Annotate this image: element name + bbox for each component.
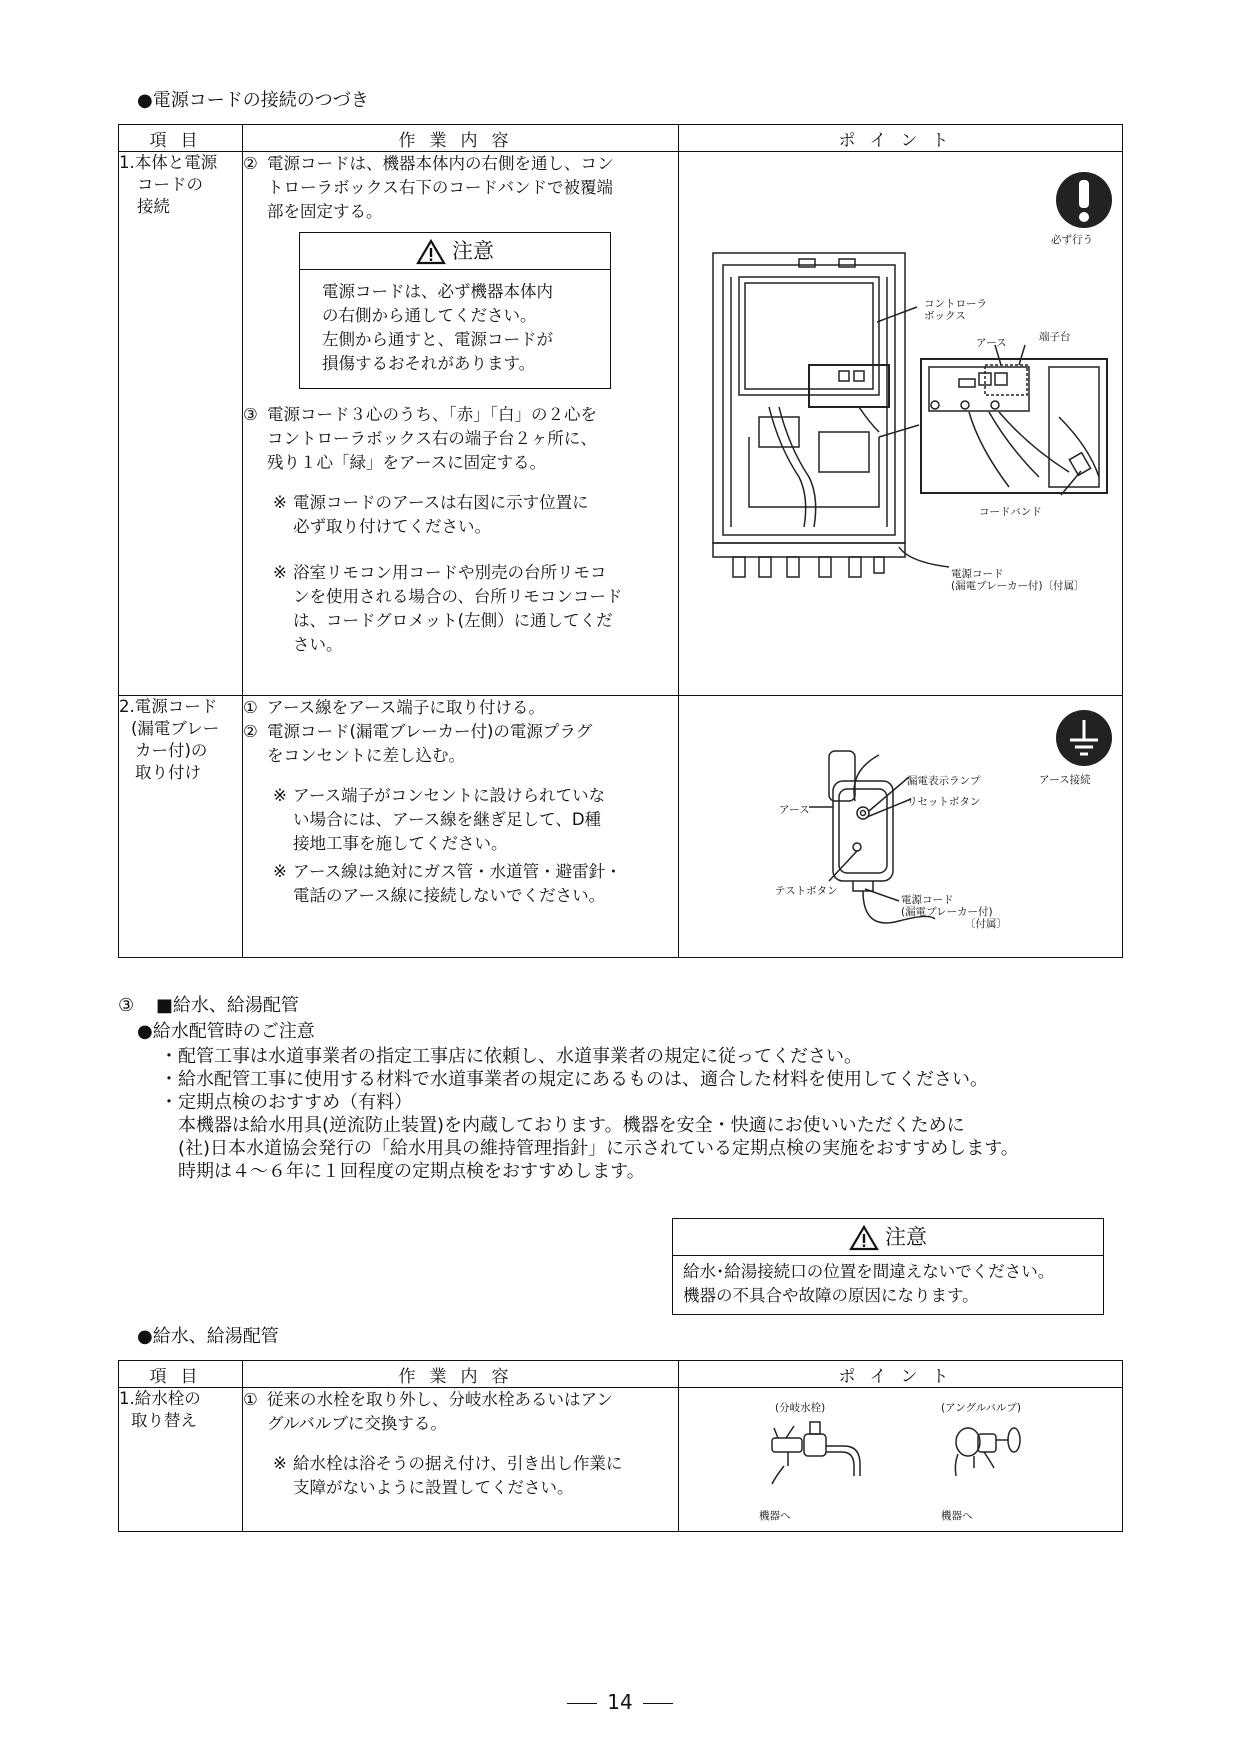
step-3 xyxy=(243,403,678,475)
step-number: ③ xyxy=(243,405,258,424)
note-mark: ※ xyxy=(273,786,287,805)
to-unit-label: 機器へ xyxy=(941,1510,973,1522)
step-1 xyxy=(243,696,678,720)
step-2 xyxy=(243,720,678,768)
earth-label: アース xyxy=(779,804,810,816)
row1-point xyxy=(679,152,1123,696)
note-earth-warning xyxy=(243,860,678,908)
note-line: アース線は絶対にガス管・水道管・避雷針・ xyxy=(293,862,622,881)
water-piping-notice-list xyxy=(160,1045,1120,1183)
row1-point xyxy=(679,1388,1123,1532)
note-line: 電源コードのアースは右図に示す位置に xyxy=(293,493,589,512)
step-number: ① xyxy=(243,698,258,717)
note-mark: ※ xyxy=(273,493,287,512)
header-point: ポイント xyxy=(679,1361,1123,1388)
header-item: 項目 xyxy=(119,1361,243,1388)
must-do-icon xyxy=(1054,170,1114,230)
label-line: ボックス xyxy=(924,310,966,322)
label-line: 〔付属〕 xyxy=(965,918,1007,930)
step-line: 電源コードは、機器本体内の右側を通し、コン xyxy=(267,154,614,173)
warning-icon xyxy=(849,1225,879,1251)
angle-valve-icon xyxy=(944,1416,1034,1496)
header-work: 作業内容 xyxy=(243,125,679,152)
note-faucet xyxy=(243,1452,678,1500)
note-line: アース端子がコンセントに設けられていな xyxy=(293,786,606,805)
note-line: 浴室リモコン用コードや別売の台所リモコ xyxy=(293,563,607,582)
row2-point xyxy=(679,696,1123,958)
caution-line: 左側から通すと、電源コードが xyxy=(322,330,553,349)
notice-line: ・給水配管工事に使用する材料で水道事業者の規定にあるものは、適合した材料を使用してください。 xyxy=(160,1069,988,1090)
item-line: 接続 xyxy=(137,197,170,216)
caution-title: 注意 xyxy=(885,1225,927,1249)
leak-lamp-label: 漏電表示ランプ xyxy=(907,775,981,787)
row1-work xyxy=(243,1388,679,1532)
dash-decoration xyxy=(643,1703,673,1704)
note-line: は、コードグロメット(左側）に通してくだ xyxy=(293,611,613,630)
item-line: (漏電ブレー xyxy=(131,719,220,738)
table-header-row xyxy=(119,125,1123,152)
earth-connection-label: アース接続 xyxy=(1039,774,1091,786)
section-title-piping: ●給水、給湯配管 xyxy=(137,1326,279,1347)
note-line: さい。 xyxy=(293,635,343,654)
earth-connection-icon xyxy=(1054,708,1114,768)
caution-line: の右側から通してください。 xyxy=(322,306,537,325)
label-line: (漏電ブレーカー付)〔付属〕 xyxy=(951,580,1085,592)
to-unit-label: 機器へ xyxy=(759,1510,791,1522)
step-line: 残り１心「緑」をアースに固定する。 xyxy=(267,453,547,472)
note-line: 必ず取り付けてください。 xyxy=(293,517,491,536)
label-line: コントローラ xyxy=(924,298,987,310)
power-cord-label xyxy=(951,568,1085,592)
step-line: 電源コード３心のうち、「赤」「白」の２心を xyxy=(267,405,597,424)
water-heater-unit-diagram xyxy=(709,247,1119,607)
item-line: カー付)の xyxy=(135,741,208,760)
note-earth-extension xyxy=(243,784,678,856)
step-line: 従来の水栓を取り外し、分岐水栓あるいはアン xyxy=(267,1390,613,1409)
table-header-row xyxy=(119,1361,1123,1388)
dash-decoration xyxy=(567,1703,597,1704)
row1-item xyxy=(119,1388,243,1532)
notice-line: ・定期点検のおすすめ（有料） xyxy=(160,1092,413,1113)
header-work: 作業内容 xyxy=(243,1361,679,1388)
note-line: 給水栓は浴そうの据え付け、引き出し作業に xyxy=(293,1454,623,1473)
cord-band-label: コードバンド xyxy=(979,506,1042,518)
item-line: 取り付け xyxy=(135,763,201,782)
test-button-label: テストボタン xyxy=(775,885,838,897)
page-number xyxy=(560,1690,680,1714)
row2-work xyxy=(243,696,679,958)
step-line: グルバルブに交換する。 xyxy=(267,1414,447,1433)
table-row xyxy=(119,696,1123,958)
notice-line: 時期は４～６年に１回程度の定期点検をおすすめします。 xyxy=(178,1161,645,1182)
terminal-block-label: 端子台 xyxy=(1039,331,1071,343)
row1-item xyxy=(119,152,243,696)
step-line: 電源コード(漏電ブレーカー付)の電源プラグ xyxy=(267,722,593,741)
notice-line: (社)日本水道協会発行の「給水用具の維持管理指針」に示されている定期点検の実施をおすすめします。 xyxy=(178,1138,1019,1159)
section-title: ■給水、給湯配管 xyxy=(155,995,299,1016)
branch-faucet-label: (分岐水栓) xyxy=(775,1402,826,1414)
step-number: ② xyxy=(243,154,258,173)
note-line: 電話のアース線に接続しないでください。 xyxy=(293,886,606,905)
water-piping-notice-title: ●給水配管時のご注意 xyxy=(137,1021,315,1042)
step-line: コントローラボックス右の端子台２ヶ所に、 xyxy=(267,429,597,448)
piping-table xyxy=(118,1360,1123,1532)
note-line: ンを使用される場合の、台所リモコンコード xyxy=(293,587,623,606)
caution-line: 電源コードは、必ず機器本体内 xyxy=(322,282,553,301)
caution-box xyxy=(299,232,611,389)
step-line: 部を固定する。 xyxy=(267,202,383,221)
angle-valve-label: (アングルバルブ) xyxy=(941,1402,1022,1414)
note-mark: ※ xyxy=(273,1454,287,1473)
step-1 xyxy=(243,1388,678,1436)
note-line: 接地工事を施してください。 xyxy=(293,834,508,853)
caution-heading xyxy=(673,1219,1103,1256)
branch-faucet-icon xyxy=(764,1416,874,1496)
notice-line: ・配管工事は水道事業者の指定工事店に依頼し、水道事業者の規定に従ってください。 xyxy=(160,1046,862,1067)
caution-line: 損傷するおそれがあります。 xyxy=(322,354,536,373)
step-line: トローラボックス右下のコードバンドで被覆端 xyxy=(267,178,614,197)
label-line: 電源コード xyxy=(951,568,1004,580)
caution-body xyxy=(673,1256,1103,1314)
step-number: ② xyxy=(243,722,258,741)
section-number: ③ xyxy=(118,995,135,1016)
item-line: 取り替え xyxy=(131,1411,197,1430)
note-remote-cord xyxy=(243,561,678,657)
header-point: ポイント xyxy=(679,125,1123,152)
warning-icon xyxy=(416,239,446,265)
earth-label: アース xyxy=(976,337,1007,349)
section-title-power-cord: ●電源コードの接続のつづき xyxy=(137,90,369,111)
header-item: 項目 xyxy=(119,125,243,152)
step-line: アース線をアース端子に取り付ける。 xyxy=(267,698,545,717)
table-row xyxy=(119,152,1123,696)
item-line: 2.電源コード xyxy=(119,697,218,716)
caution-line: 給水･給湯接続口の位置を間違えないでください。 xyxy=(683,1262,1055,1281)
label-line: (漏電ブレーカー付) xyxy=(901,906,993,918)
page-number-text: 14 xyxy=(607,1690,633,1714)
caution-box-connection xyxy=(672,1218,1104,1315)
step-line: をコンセントに差し込む。 xyxy=(267,746,465,765)
note-line: い場合には、アース線を継ぎ足して、D種 xyxy=(293,810,602,829)
notice-line: 本機器は給水用具(逆流防止装置)を内蔵しております。機器を安全・快適にお使いいただくために xyxy=(178,1115,965,1136)
caution-heading xyxy=(300,233,610,270)
step-2 xyxy=(243,152,678,224)
row2-item xyxy=(119,696,243,958)
item-line: コードの xyxy=(137,175,203,194)
caution-title: 注意 xyxy=(452,239,494,263)
must-do-label: 必ず行う xyxy=(1051,234,1093,246)
caution-body xyxy=(300,270,610,388)
item-line: 1.本体と電源 xyxy=(119,153,218,172)
table-row xyxy=(119,1388,1123,1532)
row1-work xyxy=(243,152,679,696)
caution-line: 機器の不具合や故障の原因になります。 xyxy=(683,1286,979,1305)
reset-button-label: リセットボタン xyxy=(907,796,981,808)
section-heading-water-piping xyxy=(118,994,299,1017)
power-cord-table xyxy=(118,124,1123,958)
note-earth xyxy=(243,491,678,539)
note-mark: ※ xyxy=(273,563,287,582)
item-line: 1.給水栓の xyxy=(119,1389,201,1408)
note-line: 支障がないように設置してください。 xyxy=(293,1478,574,1497)
label-line: 電源コード xyxy=(901,894,954,906)
step-number: ① xyxy=(243,1390,258,1409)
power-cord-label xyxy=(901,894,1007,930)
note-mark: ※ xyxy=(273,862,287,881)
controller-box-label xyxy=(924,298,987,322)
